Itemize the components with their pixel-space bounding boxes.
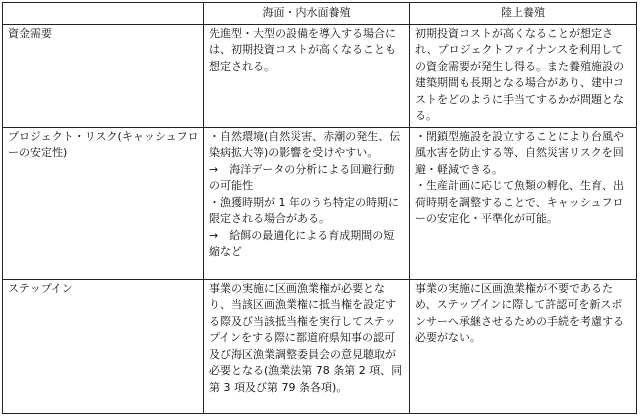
- comparison-table: [2, 2, 637, 414]
- table-row: [3, 279, 637, 413]
- cell-land: 事業の実施に区画漁業権が不要であるため、ステップインに際して許認可を新スポンサーへ承継させるための手続を考慮する必要がない。: [410, 279, 637, 413]
- cell-land: ・閉鎖型施設を設立することにより台風や風水害を防止する等、自然災害リスクを回避・軽減できる。 ・生産計画に応じて魚類の孵化、生育、出荷時期を調整することで、キャッシュフローの安定化・平準化が可能。: [410, 127, 637, 279]
- row-label: プロジェクト・リスク(キャッシュフローの安定性): [3, 127, 204, 279]
- row-label: 資金需要: [3, 24, 204, 127]
- cell-land: 初期投資コストが高くなることが想定され、プロジェクトファイナンスを利用しての資金需要が発生し得る。また養殖施設の建築期間も長期となる場合があり、建中コストをどのように手当てするかが問題となる。: [410, 24, 637, 127]
- row-label: ステップイン: [3, 279, 204, 413]
- cell-sea: ・自然環境(自然災害、赤潮の発生、伝染病拡大等)の影響を受けやすい。 → 海洋データの分析による回避行動の可能性 ・漁獲時期が 1 年のうち特定の時期に限定される場合がある。 → 給餌の最適化による育成期間の短縮など: [204, 127, 410, 279]
- header-row: [3, 3, 637, 25]
- header-sea-inland: 海面・内水面養殖: [204, 3, 410, 25]
- cell-sea: 先進型・大型の設備を導入する場合には、初期投資コストが高くなることも想定される。: [204, 24, 410, 127]
- cell-sea: 事業の実施に区画漁業権が必要となり、当該区画漁業権に抵当権を設定する際及び当該抵当権を実行してステップインをする際に都道府県知事の認可及び海区漁業調整委員会の意見聴取が必要となる(漁業法第 78 条第 2 項、同第 3 項及び第 79 条各項)。: [204, 279, 410, 413]
- table-row: [3, 127, 637, 279]
- header-land: 陸上養殖: [410, 3, 637, 25]
- table-row: [3, 24, 637, 127]
- header-blank: [3, 3, 204, 25]
